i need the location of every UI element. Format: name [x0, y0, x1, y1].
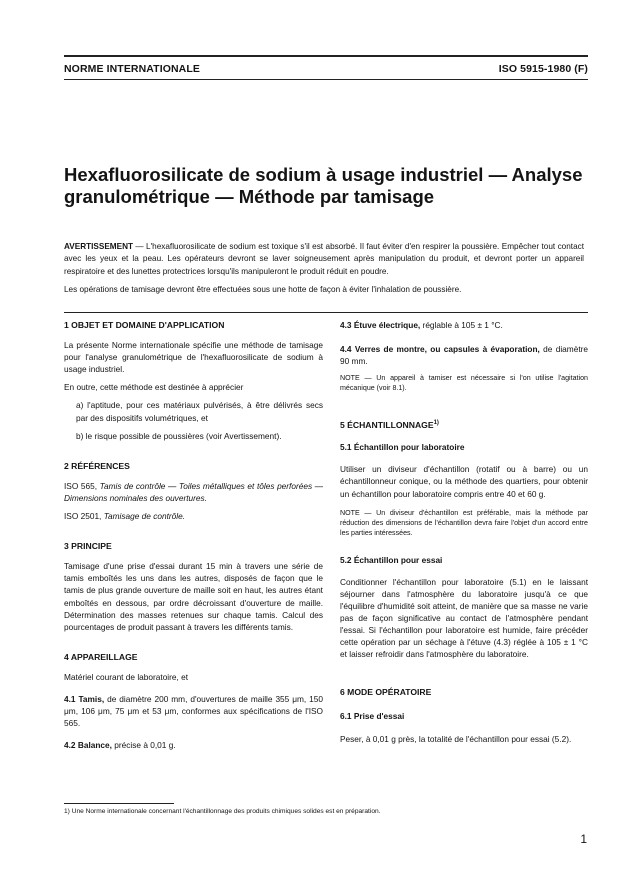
warning-paragraph [64, 241, 584, 278]
clause-4-3-text: réglable à 105 ± 1 °C. [420, 320, 503, 330]
clause-4-1 [64, 693, 323, 729]
reference-iso-565-number: ISO 565, [64, 480, 98, 491]
footnote: 1) Une Norme internationale concernant l'échantillonnage des produits chimiques solides est en préparation. [64, 808, 381, 815]
warning-block [64, 241, 584, 302]
page-number: 1 [580, 832, 587, 846]
section-3-heading: 3 PRINCIPE [64, 541, 112, 552]
section-3-paragraph: Tamisage d'une prise d'essai durant 15 min à travers une série de tamis emboîtés les uns dans les autres, disposés de façon que le tamis de plus grande ouverture de maille soit en haut, les autres étant emboîtés en dessous, par ordre décroissant d'ouverture de maille. Détermination des masses retenues sur chaque tamis. Calcul des pourcentages de produit passant à travers les différents tamis. [64, 561, 323, 632]
warning-label: AVERTISSEMENT [64, 242, 133, 251]
section-4-heading: 4 APPAREILLAGE [64, 651, 138, 662]
reference-iso-2501-number: ISO 2501, [64, 511, 102, 522]
header-standard-type: NORME INTERNATIONALE [64, 63, 200, 75]
clause-5-1-paragraph: Utiliser un diviseur d'échantillon (rotatif ou à barre) ou un échantillonneur conique, ou la méthode des quartiers, pour obtenir un échantillon pour laboratoire compris entre 40 et 60 g. [340, 464, 588, 499]
clause-4-4-note: NOTE — Un appareil à tamiser est nécessaire si l'on utilise l'agitation mécanique (voir 8.1). [340, 374, 588, 393]
header-top-rule [64, 55, 588, 57]
section-1-item-b: b) le risque possible de poussières (voir Avertissement). [76, 430, 282, 441]
clause-6-1-paragraph: Peser, à 0,01 g près, la totalité de l'échantillon pour essai (5.2). [340, 733, 572, 744]
clause-5-2-heading: 5.2 Échantillon pour essai [340, 554, 443, 565]
section-4-paragraph: Matériel courant de laboratoire, et [64, 671, 189, 682]
clause-4-4-label: 4.4 Verres de montre, ou capsules à évaporation, [340, 344, 540, 355]
right-column [340, 319, 588, 745]
section-1-heading: 1 OBJET ET DOMAINE D'APPLICATION [64, 320, 225, 330]
section-5-heading [340, 417, 588, 431]
header-bottom-rule [64, 79, 588, 80]
title-line-1: Hexafluorosilicate de sodium à usage industriel — Analyse [64, 164, 583, 185]
footnote-rule [64, 803, 174, 804]
reference-iso-2501 [64, 510, 323, 522]
clause-4-4 [340, 343, 588, 367]
clause-4-4-text: de diamètre 90 mm. [340, 344, 589, 367]
clause-5-1-note: NOTE — Un diviseur d'échantillon est préférable, mais la méthode par réduction des dimensions de l'échantillon devra faire l'objet d'un accord entre les parties intéressées. [340, 508, 588, 537]
clause-4-2 [64, 739, 323, 751]
section-6-heading: 6 MODE OPÉRATOIRE [340, 687, 432, 698]
clause-4-3-label: 4.3 Étuve électrique, [340, 320, 421, 330]
clause-5-1-heading: 5.1 Échantillon pour laboratoire [340, 442, 465, 453]
reference-iso-565-title: Tamis de contrôle — Toiles métalliques et tôles perforées — Dimensions nominales des ouvertures. [64, 480, 324, 503]
clause-4-3 [340, 319, 588, 331]
section-1-paragraph-1: La présente Norme internationale spécifie une méthode de tamisage pour l'analyse granulométrique de l'hexafluorosilicate de sodium à usage industriel. [64, 340, 323, 375]
section-2-heading: 2 RÉFÉRENCES [64, 460, 130, 471]
warning-hood-text: Les opérations de tamisage devront être effectuées sous une hotte de façon à éviter l'inhalation de poussière. [64, 284, 462, 294]
reference-iso-2501-title: Tamisage de contrôle. [103, 511, 186, 522]
reference-iso-565 [64, 480, 323, 504]
clause-4-2-label: 4.2 Balance, [64, 740, 112, 751]
left-column [64, 319, 323, 751]
clause-6-1-heading: 6.1 Prise d'essai [340, 711, 405, 722]
footnote-marker: 1) [433, 420, 439, 427]
section-1-item-a: a) l'aptitude, pour ces matériaux pulvérisés, à être délivrés secs par des dispositifs volumétriques, et [76, 400, 323, 423]
warning-text: — L'hexafluorosilicate de sodium est toxique s'il est absorbé. Il faut éviter d'en respirer la poussière. Empêcher tout contact avec les yeux et la peau. Les opérateurs devront se laver soigneusement après manipulation du produit, et devront porter un appareil respiratoire et des lunettes protectrices lorsqu'ils manipuleront le produit réduit en poudre. [64, 242, 584, 276]
clause-5-2-paragraph: Conditionner l'échantillon pour laboratoire (5.1) en le laissant séjourner dans l'atmosphère du laboratoire jusqu'à ce que l'équilibre d'humidité soit atteint, de manière que sa masse ne varie pas de façon significative au contact de l'atmosphère pendant l'essai. Si l'échantillon pour laboratoire est humide, faire précéder cette opération par un séchage à l'étuve (4.3) réglée à 105 ± 1 °C et laisser refroidir dans l'atmosphère du laboratoire. [340, 576, 588, 660]
section-1-paragraph-2: En outre, cette méthode est destinée à apprécier [64, 382, 244, 393]
section-divider-rule [64, 312, 588, 313]
clause-4-1-text: de diamètre 200 mm, d'ouvertures de maille 355 μm, 150 μm, 106 μm, 75 μm et 53 μm, conformes aux spécifications de l'ISO 565. [64, 693, 324, 729]
document-title [64, 164, 584, 208]
clause-4-2-text: précise à 0,01 g. [111, 740, 176, 751]
clause-4-1-label: 4.1 Tamis, [64, 693, 105, 704]
header-standard-number: ISO 5915-1980 (F) [498, 63, 588, 75]
title-line-2: granulométrique — Méthode par tamisage [64, 186, 435, 207]
section-5-heading-text: 5 ÉCHANTILLONNAGE [340, 420, 434, 431]
